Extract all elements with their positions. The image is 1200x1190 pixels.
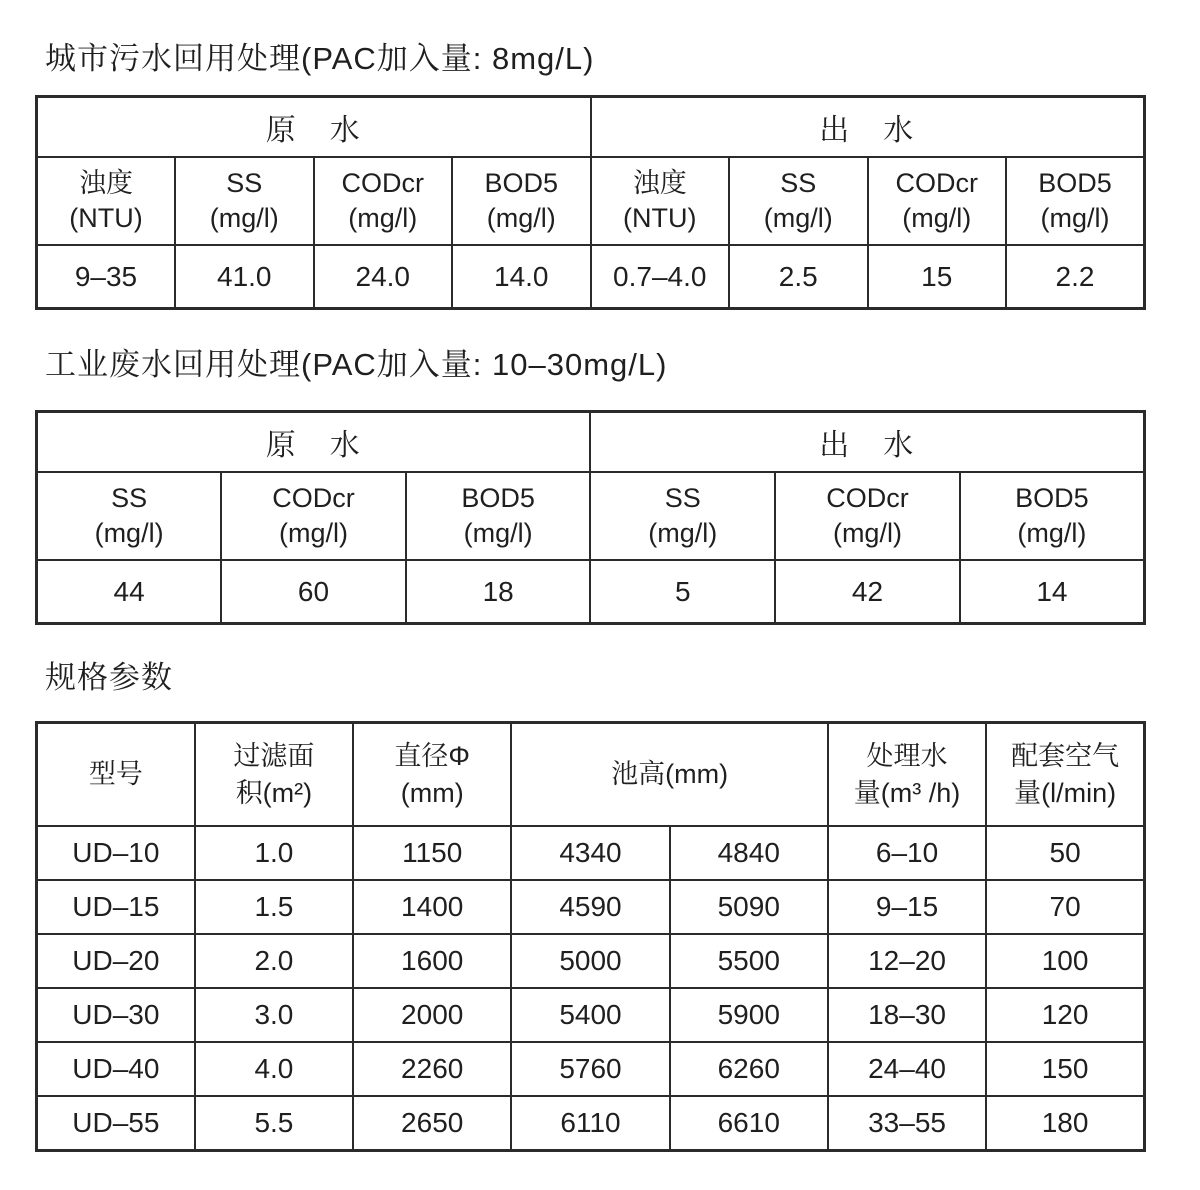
data-cell: 9–35 bbox=[37, 245, 176, 309]
column-header-row bbox=[37, 157, 1145, 245]
group-header-effluent: 出 水 bbox=[590, 412, 1144, 473]
data-cell: 3.0 bbox=[195, 988, 353, 1042]
table-row bbox=[37, 560, 1145, 624]
col-header-bod5-raw: BOD5 (mg/l) bbox=[452, 157, 591, 245]
group-header-row bbox=[37, 412, 1145, 473]
col-header-filter-area: 过滤面 积(m²) bbox=[195, 723, 353, 827]
data-cell: 44 bbox=[37, 560, 222, 624]
data-cell: 18–30 bbox=[828, 988, 986, 1042]
col-header-diameter: 直径Φ (mm) bbox=[353, 723, 511, 827]
data-cell: 6–10 bbox=[828, 826, 986, 880]
data-cell: 12–20 bbox=[828, 934, 986, 988]
col-header-water-capacity: 处理水 量(m³ /h) bbox=[828, 723, 986, 827]
col-header-turbidity-out: 浊度 (NTU) bbox=[591, 157, 730, 245]
col-header-ss-out: SS (mg/l) bbox=[729, 157, 868, 245]
data-cell: 6610 bbox=[670, 1096, 828, 1151]
col-header-ss-raw: SS (mg/l) bbox=[37, 472, 222, 560]
data-cell: 0.7–4.0 bbox=[591, 245, 730, 309]
data-cell: 1150 bbox=[353, 826, 511, 880]
industrial-wastewater-table bbox=[35, 410, 1146, 625]
data-cell: 6260 bbox=[670, 1042, 828, 1096]
data-cell: 4590 bbox=[511, 880, 669, 934]
col-header-codcr-raw: CODcr (mg/l) bbox=[314, 157, 453, 245]
model-cell: UD–10 bbox=[37, 826, 195, 880]
data-cell: 15 bbox=[868, 245, 1007, 309]
model-cell: UD–20 bbox=[37, 934, 195, 988]
data-cell: 5.5 bbox=[195, 1096, 353, 1151]
data-cell: 5500 bbox=[670, 934, 828, 988]
column-header-row bbox=[37, 472, 1145, 560]
data-cell: 180 bbox=[986, 1096, 1144, 1151]
data-cell: 5900 bbox=[670, 988, 828, 1042]
data-cell: 50 bbox=[986, 826, 1144, 880]
data-cell: 14 bbox=[960, 560, 1145, 624]
col-header-ss-raw: SS (mg/l) bbox=[175, 157, 314, 245]
data-cell: 1400 bbox=[353, 880, 511, 934]
col-header-tank-height: 池高(mm) bbox=[511, 723, 828, 827]
data-cell: 5090 bbox=[670, 880, 828, 934]
col-header-ss-out: SS (mg/l) bbox=[590, 472, 775, 560]
col-header-bod5-out: BOD5 (mg/l) bbox=[1006, 157, 1145, 245]
group-header-raw-water: 原 水 bbox=[37, 97, 591, 158]
data-cell: 5000 bbox=[511, 934, 669, 988]
data-cell: 2000 bbox=[353, 988, 511, 1042]
data-cell: 42 bbox=[775, 560, 960, 624]
data-cell: 2650 bbox=[353, 1096, 511, 1151]
section-title-specs: 规格参数 bbox=[45, 660, 173, 695]
model-cell: UD–40 bbox=[37, 1042, 195, 1096]
urban-wastewater-table bbox=[35, 95, 1146, 310]
data-cell: 150 bbox=[986, 1042, 1144, 1096]
data-cell: 120 bbox=[986, 988, 1144, 1042]
section-urban-wastewater bbox=[35, 33, 1150, 310]
data-cell: 100 bbox=[986, 934, 1144, 988]
col-header-bod5-out: BOD5 (mg/l) bbox=[960, 472, 1145, 560]
section-title-industrial: 工业废水回用处理(PAC加入量: 10–30mg/L) bbox=[45, 347, 668, 382]
data-cell: 1.0 bbox=[195, 826, 353, 880]
table-row bbox=[37, 245, 1145, 309]
section-industrial-wastewater bbox=[35, 339, 1150, 625]
col-header-codcr-raw: CODcr (mg/l) bbox=[221, 472, 406, 560]
model-cell: UD–15 bbox=[37, 880, 195, 934]
data-cell: 18 bbox=[406, 560, 591, 624]
data-cell: 5760 bbox=[511, 1042, 669, 1096]
data-cell: 1.5 bbox=[195, 880, 353, 934]
spec-table bbox=[35, 721, 1146, 1152]
data-cell: 2.2 bbox=[1006, 245, 1145, 309]
group-header-row bbox=[37, 97, 1145, 158]
data-cell: 6110 bbox=[511, 1096, 669, 1151]
table-row bbox=[37, 988, 1145, 1042]
data-cell: 60 bbox=[221, 560, 406, 624]
group-header-effluent: 出 水 bbox=[591, 97, 1145, 158]
col-header-model: 型号 bbox=[37, 723, 195, 827]
data-cell: 24–40 bbox=[828, 1042, 986, 1096]
data-cell: 70 bbox=[986, 880, 1144, 934]
table-row bbox=[37, 1042, 1145, 1096]
col-header-turbidity-raw: 浊度 (NTU) bbox=[37, 157, 176, 245]
data-cell: 2.0 bbox=[195, 934, 353, 988]
col-header-bod5-raw: BOD5 (mg/l) bbox=[406, 472, 591, 560]
section-title-urban: 城市污水回用处理(PAC加入量: 8mg/L) bbox=[45, 41, 595, 76]
table-row bbox=[37, 934, 1145, 988]
data-cell: 9–15 bbox=[828, 880, 986, 934]
data-cell: 5 bbox=[590, 560, 775, 624]
data-cell: 4340 bbox=[511, 826, 669, 880]
data-cell: 24.0 bbox=[314, 245, 453, 309]
data-cell: 1600 bbox=[353, 934, 511, 988]
section-specifications bbox=[35, 652, 1150, 1152]
data-cell: 33–55 bbox=[828, 1096, 986, 1151]
table-row bbox=[37, 880, 1145, 934]
table-row bbox=[37, 826, 1145, 880]
table-row bbox=[37, 1096, 1145, 1151]
data-cell: 4840 bbox=[670, 826, 828, 880]
data-cell: 14.0 bbox=[452, 245, 591, 309]
data-cell: 4.0 bbox=[195, 1042, 353, 1096]
data-cell: 2.5 bbox=[729, 245, 868, 309]
data-cell: 2260 bbox=[353, 1042, 511, 1096]
model-cell: UD–55 bbox=[37, 1096, 195, 1151]
spec-header-row bbox=[37, 723, 1145, 827]
col-header-codcr-out: CODcr (mg/l) bbox=[775, 472, 960, 560]
model-cell: UD–30 bbox=[37, 988, 195, 1042]
col-header-air-volume: 配套空气 量(l/min) bbox=[986, 723, 1144, 827]
col-header-codcr-out: CODcr (mg/l) bbox=[868, 157, 1007, 245]
data-cell: 41.0 bbox=[175, 245, 314, 309]
data-cell: 5400 bbox=[511, 988, 669, 1042]
group-header-raw-water: 原 水 bbox=[37, 412, 591, 473]
